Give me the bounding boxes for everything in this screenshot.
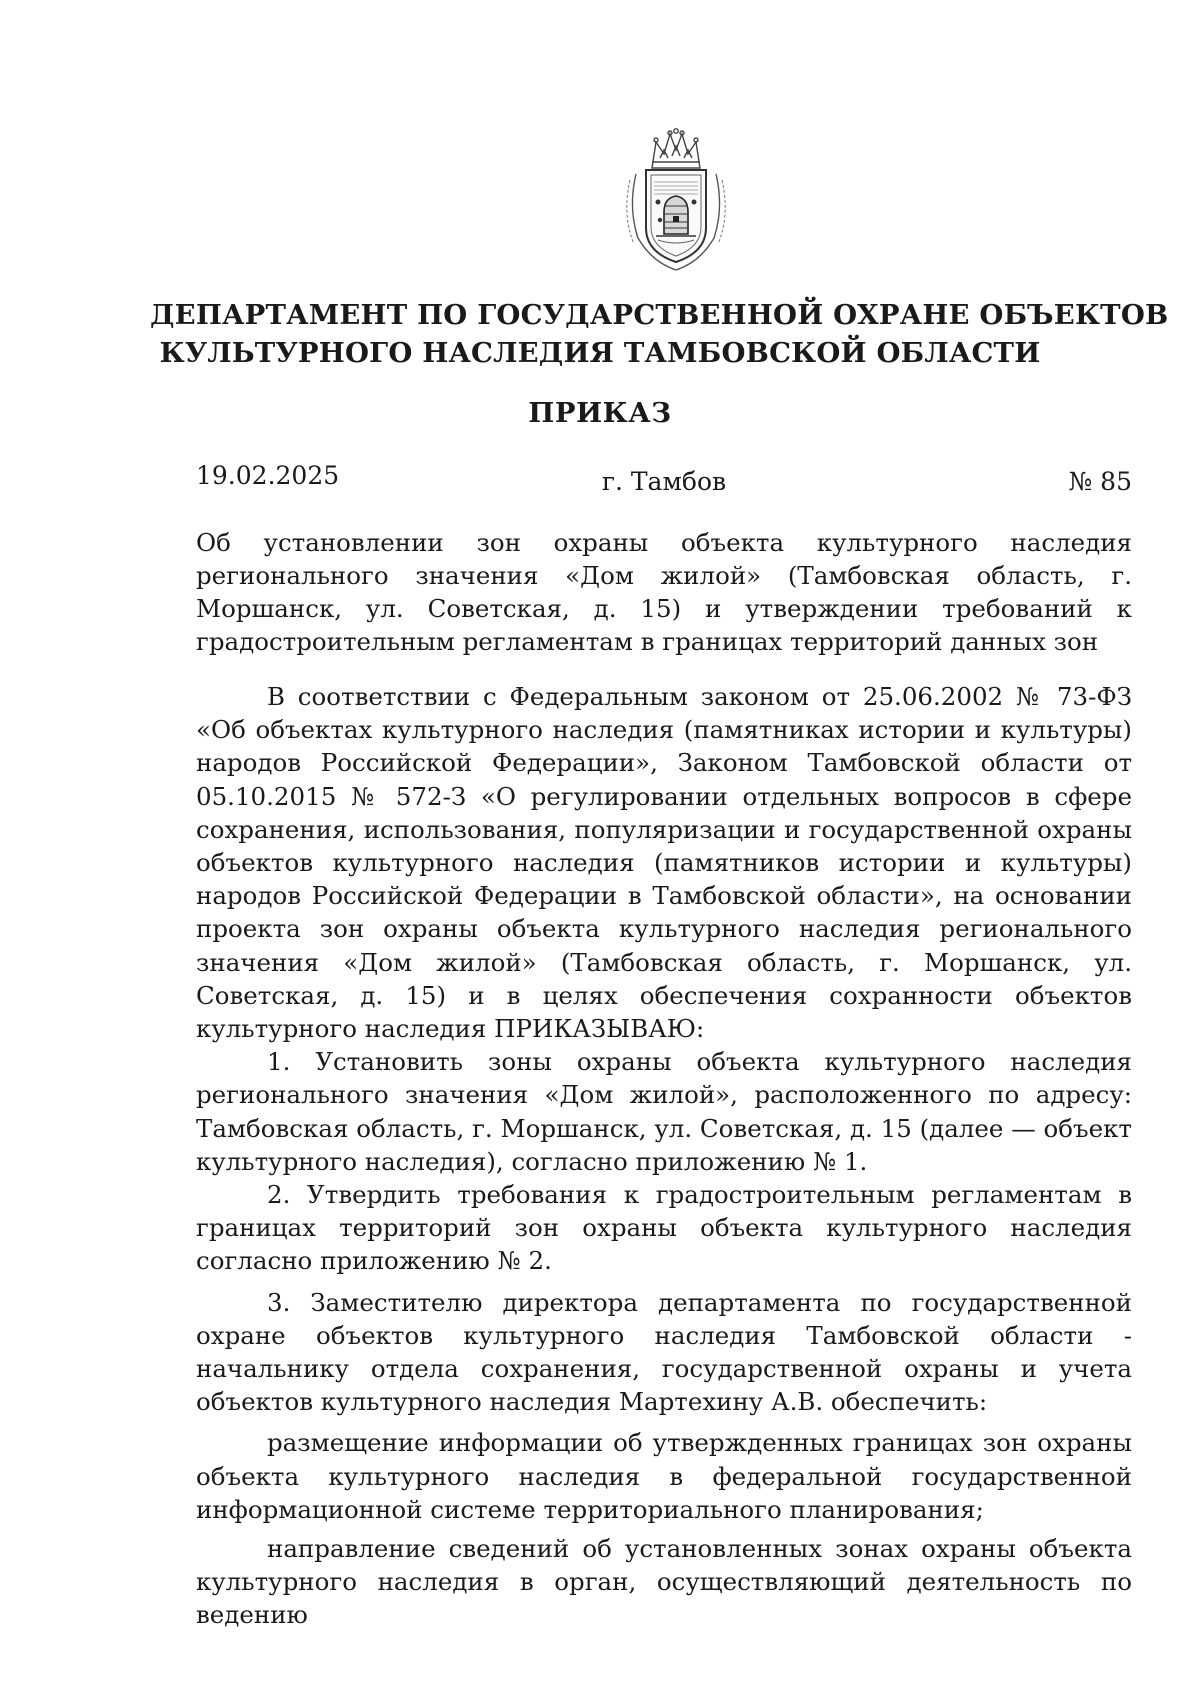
document-body [196,680,1132,1632]
document-subject: Об установлении зон охраны объекта культурного наследия регионального значения «Дом жилой» (Тамбовская область, г. Моршанск, ул. Советская, д. 15) и утверждении требований к градостроительным регламентам в границах территорий данных зон [196,528,1132,656]
document-type-title: ПРИКАЗ [528,397,672,429]
coat-of-arms-emblem [618,128,734,274]
department-title-line1: ДЕПАРТАМЕНТ ПО ГОСУДАРСТВЕННОЙ ОХРАНЕ ОБЪЕКТОВ [150,299,1169,331]
order-item-1: 1. Установить зоны охраны объекта культурного наследия регионального значения «Дом жилой», расположенного по адресу: Тамбовская область, г. Моршанск, ул. Советская, д. 15 (далее — объект культурного наследия), согласно приложению № 1. [196,1047,1132,1176]
order-item-3-sub-2: направление сведений об установленных зонах охраны объекта культурного наследия в орган, осуществляющий деятельность по ведению [196,1534,1132,1630]
department-title [150,296,1169,372]
order-item-3-sub-1: размещение информации об утвержденных границах зон охраны объекта культурного наследия в федеральной государственной информационной системе территориального планирования; [196,1428,1132,1524]
order-item-3: 3. Заместителю директора департамента по государственной охране объектов культурного наследия Тамбовской области - начальнику отдела сохранения, государственной охраны и учета объектов культурного наследия Мартехину А.В. обеспечить: [196,1287,1132,1417]
document-city: г. Тамбов [601,467,727,496]
document-meta-row [196,458,1132,494]
document-number: № 85 [1068,467,1132,496]
preamble-paragraph: В соответствии с Федеральным законом от 25.06.2002 № 73-ФЗ «Об объектах культурного наследия (памятниках истории и культуры) народов Российской Федерации», Законом Тамбовской области от 05.10.2015 № 572-З «О регулировании отдельных вопросов в сфере сохранения, использования, популяризации и государственной охраны объектов культурного наследия (памятников истории и культуры) народов Российской Федерации в Тамбовской области», на основании проекта зон охраны объекта культурного наследия регионального значения «Дом жилой» (Тамбовская область, г. Моршанск, ул. Советская, д. 15) и в целях обеспечения сохранности объектов культурного наследия ПРИКАЗЫВАЮ: [196,682,1132,1044]
document-date: 19.02.2025 [196,461,340,490]
department-title-line2: КУЛЬТУРНОГО НАСЛЕДИЯ ТАМБОВСКОЙ ОБЛАСТИ [159,337,1041,369]
order-item-2: 2. Утвердить требования к градостроительным регламентам в границах территорий зон охраны объекта культурного наследия согласно приложению № 2. [196,1180,1132,1276]
